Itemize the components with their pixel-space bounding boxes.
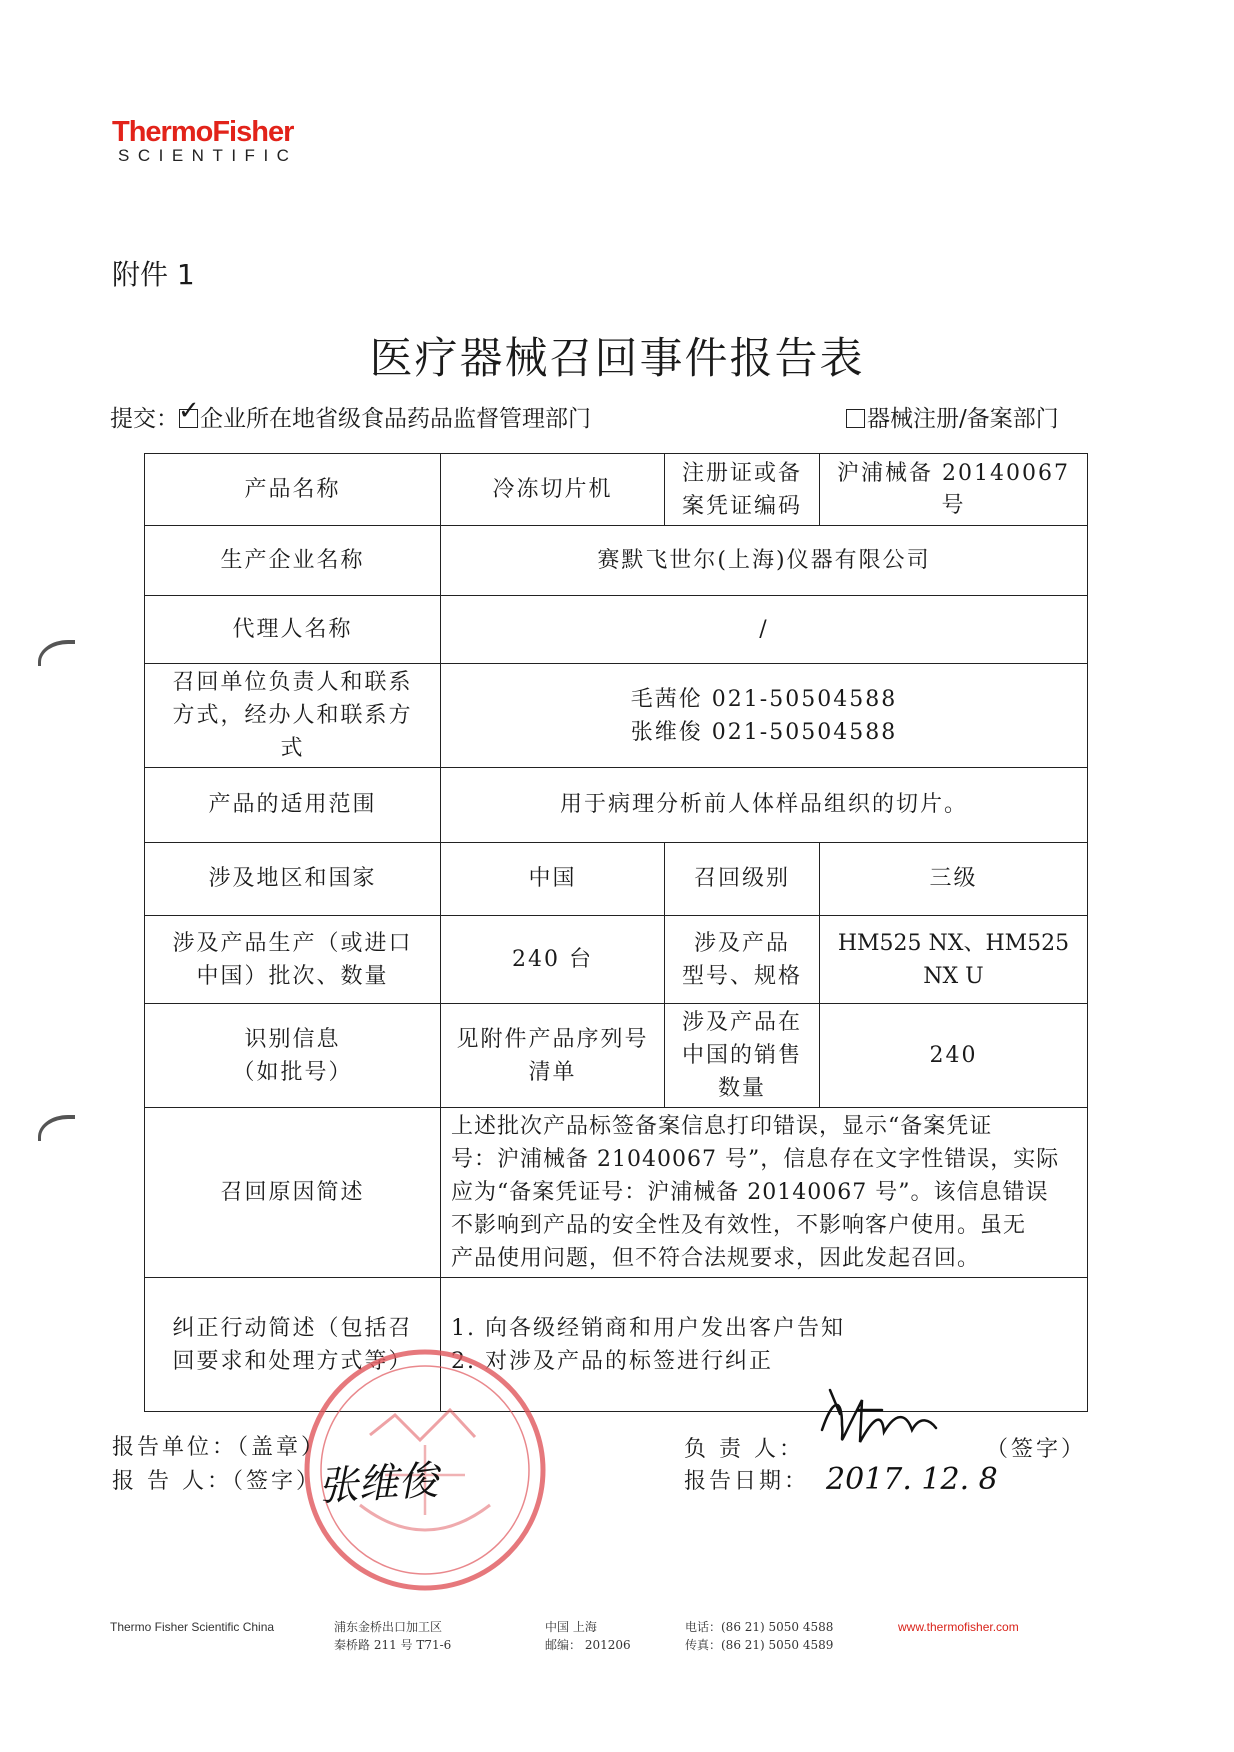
reason-line: 产品使用问题，但不符合法规要求，因此发起召回。	[451, 1246, 981, 1271]
product-name-label: 产品名称	[145, 454, 441, 526]
contact-value	[441, 664, 1088, 768]
scope-value: 用于病理分析前人体样品组织的切片。	[441, 768, 1088, 843]
footer-city-line: 中国 上海	[545, 1620, 597, 1634]
footer-address-line: 浦东金桥出口加工区	[334, 1620, 443, 1634]
manufacturer-label: 生产企业名称	[145, 526, 441, 596]
document-title: 医疗器械召回事件报告表	[369, 334, 865, 384]
reason-label: 召回原因简述	[145, 1108, 441, 1278]
table-row	[145, 1108, 1088, 1278]
sales-label	[665, 1004, 820, 1108]
report-unit-label: 报告单位：（盖章）	[112, 1435, 327, 1460]
sales-label-line: 涉及产品在	[681, 1010, 802, 1035]
action-label-line: 回要求和处理方式等）	[172, 1348, 413, 1374]
reason-value	[441, 1108, 1088, 1278]
footer-address-line: 秦桥路 211 号 T71-6	[334, 1638, 452, 1652]
contact-label-line: 召回单位负责人和联系	[172, 670, 413, 695]
registration-label-line: 案凭证编码	[681, 493, 802, 519]
reason-line: 不影响到产品的安全性及有效性，不影响客户使用。虽无	[451, 1213, 1027, 1238]
agent-label: 代理人名称	[145, 596, 441, 664]
checkbox-registration[interactable]	[846, 409, 865, 428]
contact-label-line: 方式，经办人和联系方	[172, 703, 413, 728]
table-row	[145, 768, 1088, 843]
action-label-line: 纠正行动简述（包括召	[172, 1315, 413, 1341]
footer-address	[334, 1618, 451, 1654]
check-mark-icon: ✓	[178, 396, 200, 426]
reporter-signature: 张维俊	[317, 1457, 440, 1511]
identification-value	[441, 1004, 665, 1108]
brand-logo-subtitle: SCIENTIFIC	[118, 146, 298, 165]
footer-city	[545, 1618, 631, 1654]
table-row	[145, 916, 1088, 1004]
model-label-line: 涉及产品	[693, 930, 790, 956]
identification-label-line: （如批号）	[232, 1059, 353, 1085]
submit-option-provincial: 企业所在地省级食品药品监督管理部门	[200, 406, 591, 432]
owner-sign-note: （签字）	[986, 1437, 1087, 1462]
table-row	[145, 1004, 1088, 1108]
reporter-label: 报 告 人：（签字）	[112, 1469, 321, 1494]
punch-hole-mark-1	[38, 640, 75, 666]
footer-phone: 电话：(86 21) 5050 4588	[685, 1620, 834, 1634]
footer-website-link[interactable]: www.thermofisher.com	[898, 1620, 1019, 1634]
identification-line: 见附件产品序列号	[456, 1026, 649, 1052]
report-date-value: 2017. 12. 8	[826, 1462, 998, 1497]
sales-label-line: 中国的销售	[681, 1043, 802, 1068]
action-line: 2. 对涉及产品的标签进行纠正	[451, 1348, 773, 1374]
footer-city-line: 邮编： 201206	[545, 1638, 631, 1652]
reason-line: 号：沪浦械备 21040067 号”，信息存在文字性错误，实际	[451, 1147, 1060, 1172]
quantity-value: 240 台	[441, 916, 665, 1004]
action-line: 1. 向各级经销商和用户发出客户告知	[451, 1315, 845, 1341]
table-row	[145, 664, 1088, 768]
contact-line: 毛茜伦 021-50504588	[630, 686, 898, 712]
report-date-label: 报告日期：	[684, 1469, 810, 1494]
submit-line-right	[846, 400, 1059, 433]
contact-line: 张维俊 021-50504588	[630, 719, 898, 745]
agent-value: /	[441, 596, 1088, 664]
table-row	[145, 596, 1088, 664]
submit-line	[110, 396, 591, 433]
owner-label: 负 责 人：	[684, 1437, 804, 1462]
identification-line: 清单	[528, 1059, 577, 1085]
reason-line: 上述批次产品标签备案信息打印错误，显示“备案凭证	[451, 1114, 993, 1139]
identification-label	[145, 1004, 441, 1108]
submit-option-registration: 器械注册/备案部门	[867, 406, 1059, 432]
identification-label-line: 识别信息	[244, 1026, 341, 1052]
contact-label	[145, 664, 441, 768]
sales-label-line: 数量	[717, 1076, 766, 1101]
model-label	[665, 916, 820, 1004]
footer-fax: 传真：(86 21) 5050 4589	[685, 1638, 834, 1652]
region-value: 中国	[441, 843, 665, 916]
model-line: HM525 NX、HM525	[837, 930, 1070, 956]
table-row	[145, 454, 1088, 526]
quantity-label	[145, 916, 441, 1004]
attachment-label: 附件 1	[112, 258, 195, 291]
punch-hole-mark-2	[38, 1115, 75, 1141]
product-name-value: 冷冻切片机	[441, 454, 665, 526]
region-label: 涉及地区和国家	[145, 843, 441, 916]
quantity-label-line: 中国）批次、数量	[196, 963, 389, 989]
table-row	[145, 526, 1088, 596]
footer-contact	[685, 1618, 833, 1654]
contact-label-line: 式	[280, 736, 305, 761]
manufacturer-value: 赛默飞世尔(上海)仪器有限公司	[441, 526, 1088, 596]
registration-label	[665, 454, 820, 526]
checkbox-provincial[interactable]	[178, 396, 200, 428]
owner-signature-scrawl	[812, 1380, 942, 1460]
quantity-label-line: 涉及产品生产（或进口	[172, 930, 413, 956]
table-row	[145, 843, 1088, 916]
scope-label: 产品的适用范围	[145, 768, 441, 843]
model-label-line: 型号、规格	[681, 963, 802, 989]
reason-line: 应为“备案凭证号：沪浦械备 20140067 号”。该信息错误	[451, 1180, 1049, 1205]
sales-value: 240	[820, 1004, 1088, 1108]
registration-value: 沪浦械备 20140067 号	[820, 454, 1088, 526]
table-row	[145, 1278, 1088, 1412]
registration-label-line: 注册证或备	[681, 460, 802, 486]
recall-report-table	[144, 453, 1088, 1412]
brand-logo: ThermoFisher	[112, 116, 294, 148]
footer-company: Thermo Fisher Scientific China	[110, 1620, 275, 1634]
recall-level-label: 召回级别	[665, 843, 820, 916]
submit-prefix: 提交：	[110, 406, 179, 432]
model-line: NX U	[923, 963, 984, 989]
model-value	[820, 916, 1088, 1004]
recall-level-value: 三级	[820, 843, 1088, 916]
